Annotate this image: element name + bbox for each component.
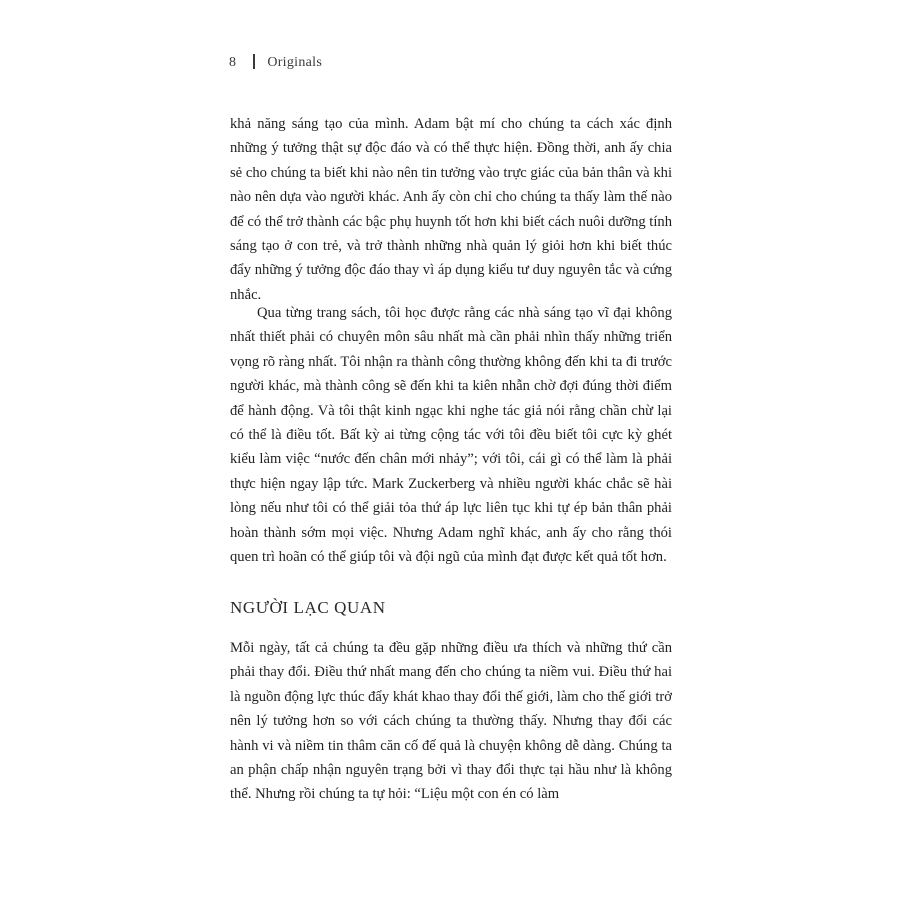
book-title: Originals [267,55,323,70]
paragraph-text: khả năng sáng tạo của mình. Adam bật mí cho chúng ta cách xác định những ý tưởng thật sự độc đáo và có thể thực hiện. Đồng thời, anh ấy chia sẻ cho chúng ta biết khi nào nên tin tưởng vào trực giác của bản thân và khi nào nên dựa vào người khác. Anh ấy còn chỉ cho chúng ta thấy làm thế nào để có thể trở thành các bậc phụ huynh tốt hơn khi biết cách nuôi dưỡng tính sáng tạo ở con trẻ, và trở thành những nhà quản lý giỏi hơn khi biết thúc đẩy những ý tưởng độc đáo thay vì áp dụng kiểu tư duy nguyên tắc và cứng nhắc. [230,116,673,303]
paragraph-continuation [230,112,672,307]
paragraph-section-start [230,636,672,807]
section-heading: NGƯỜI LẠC QUAN [230,598,386,617]
page-number: 8 [229,55,237,70]
paragraph-text: Qua từng trang sách, tôi học được rằng các nhà sáng tạo vĩ đại không nhất thiết phải có chuyên môn sâu nhất mà cần phải nhìn thấy những triển vọng rõ ràng nhất. Tôi nhận ra thành công thường không đến khi ta đi trước người khác, mà thành công sẽ đến khi ta kiên nhẫn chờ đợi đúng thời điểm để hành động. Và tôi thật kinh ngạc khi nghe tác giả nói rằng chần chừ lại có thể là điều tốt. Bất kỳ ai từng cộng tác với tôi đều biết tôi cực kỳ ghét kiểu làm việc “nước đến chân mới nhảy”; với tôi, cái gì có thể làm là phải thực hiện ngay lập tức. Mark Zuckerberg và nhiều người khác chắc sẽ hài lòng nếu như tôi có thể giải tỏa thứ áp lực liên tục khi tự ép bản thân phải hoàn thành sớm mọi việc. Nhưng Adam nghĩ khác, anh ấy cho rằng thói quen trì hoãn có thể giúp tôi và đội ngũ của mình đạt được kết quả tốt hơn. [230,305,672,566]
paragraph-reflection [230,301,672,569]
running-header [229,54,322,72]
header-separator [253,54,255,69]
paragraph-text: Mỗi ngày, tất cả chúng ta đều gặp những điều ưa thích và những thứ cần phải thay đổi. Điều thứ nhất mang đến cho chúng ta niềm vui. Điều thứ hai là nguồn động lực thúc đẩy khát khao thay đổi thế giới, làm cho thế giới trở nên lý tưởng hơn so với cách chúng ta thường thấy. Nhưng thay đổi các hành vi và niềm tin thâm căn cố đế quả là chuyện không dễ dàng. Chúng ta an phận chấp nhận nguyên trạng bởi vì thay đổi thực tại hầu như là không thể. Nhưng rồi chúng ta tự hỏi: “Liệu một con én có làm [230,640,672,803]
